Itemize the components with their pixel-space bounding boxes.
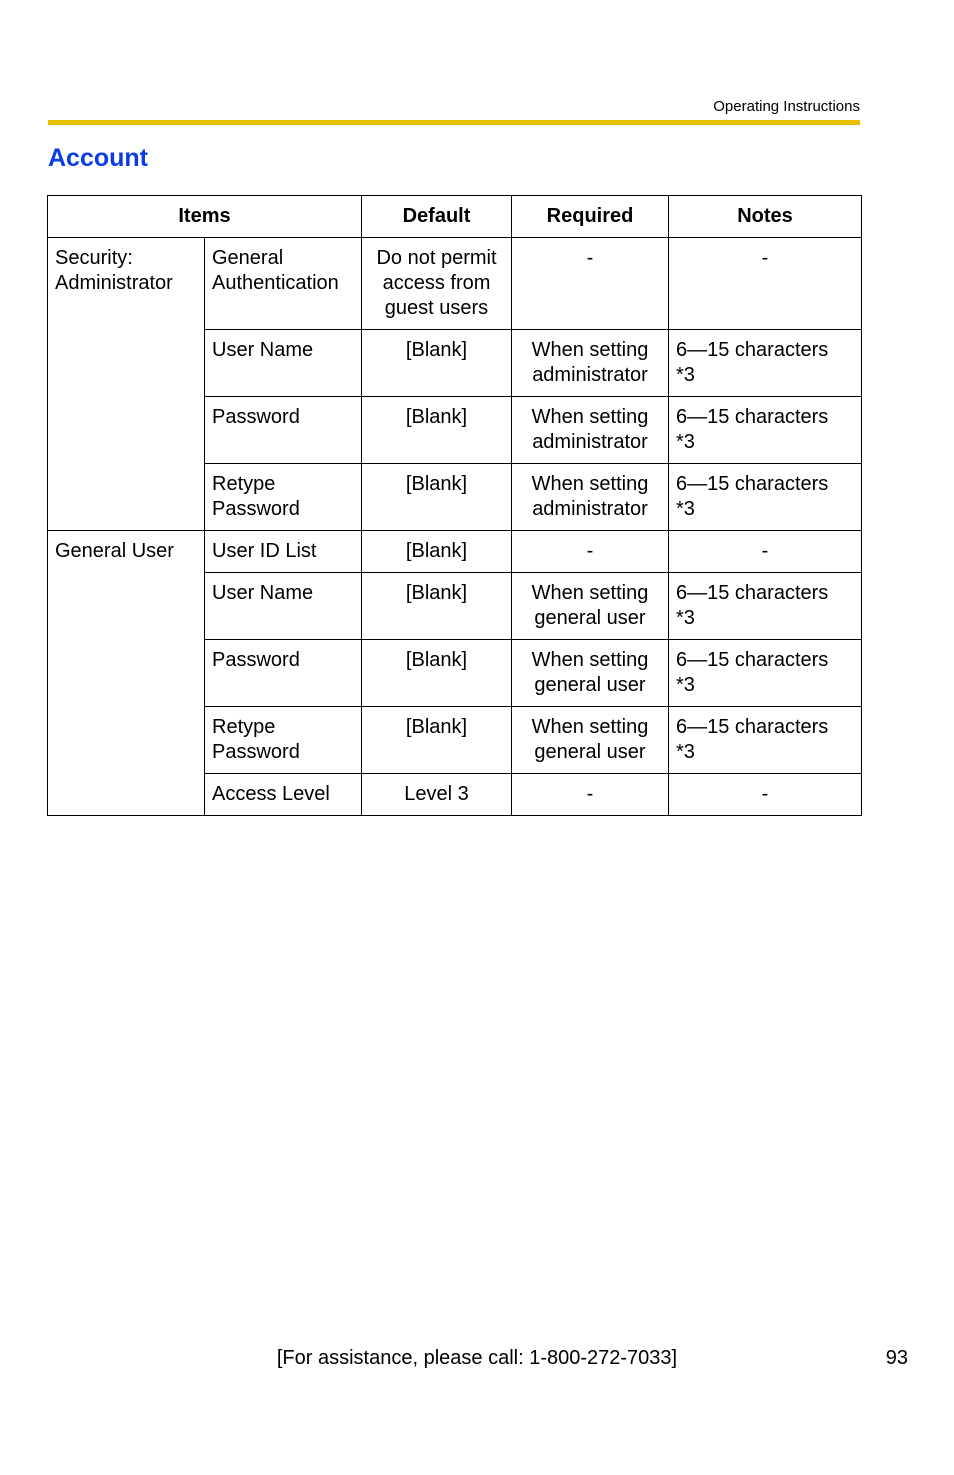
- item-cell: User Name: [205, 573, 362, 640]
- table-header-row: [48, 196, 862, 238]
- item-cell: User ID List: [205, 531, 362, 573]
- header-default: Default: [362, 196, 512, 238]
- notes-cell: -: [669, 774, 862, 816]
- item-cell: Retype Password: [205, 464, 362, 531]
- default-cell: [Blank]: [362, 464, 512, 531]
- header-rule: [48, 120, 860, 125]
- required-cell: When setting general user: [512, 707, 669, 774]
- item-cell: Retype Password: [205, 707, 362, 774]
- notes-cell: 6—15 characters *3: [669, 573, 862, 640]
- required-cell: -: [512, 774, 669, 816]
- notes-cell: 6—15 characters *3: [669, 464, 862, 531]
- group-label: General User: [48, 531, 205, 816]
- required-cell: When setting general user: [512, 640, 669, 707]
- required-cell: -: [512, 531, 669, 573]
- default-cell: Do not permit access from guest users: [362, 238, 512, 330]
- required-cell: When setting administrator: [512, 464, 669, 531]
- header-items: Items: [48, 196, 362, 238]
- notes-cell: -: [669, 238, 862, 330]
- item-cell: User Name: [205, 330, 362, 397]
- item-cell: Password: [205, 640, 362, 707]
- notes-cell: 6—15 characters *3: [669, 330, 862, 397]
- default-cell: [Blank]: [362, 707, 512, 774]
- required-cell: When setting administrator: [512, 397, 669, 464]
- default-cell: [Blank]: [362, 330, 512, 397]
- table-row: [48, 238, 862, 330]
- required-cell: When setting general user: [512, 573, 669, 640]
- required-cell: When setting administrator: [512, 330, 669, 397]
- item-cell: General Authentication: [205, 238, 362, 330]
- section-title: Account: [48, 144, 148, 172]
- item-cell: Access Level: [205, 774, 362, 816]
- notes-cell: 6—15 characters *3: [669, 707, 862, 774]
- account-table: [47, 195, 862, 816]
- page-number: 93: [885, 1347, 908, 1369]
- notes-cell: 6—15 characters *3: [669, 640, 862, 707]
- header-notes: Notes: [669, 196, 862, 238]
- item-cell: Password: [205, 397, 362, 464]
- running-header: Operating Instructions: [713, 98, 860, 115]
- notes-cell: -: [669, 531, 862, 573]
- table-row: [48, 531, 862, 573]
- assistance-footer: [For assistance, please call: 1-800-272-7033]: [276, 1347, 678, 1369]
- default-cell: [Blank]: [362, 531, 512, 573]
- notes-cell: 6—15 characters *3: [669, 397, 862, 464]
- group-label: Security: Administrator: [48, 238, 205, 531]
- default-cell: [Blank]: [362, 573, 512, 640]
- required-cell: -: [512, 238, 669, 330]
- default-cell: [Blank]: [362, 640, 512, 707]
- default-cell: [Blank]: [362, 397, 512, 464]
- header-required: Required: [512, 196, 669, 238]
- default-cell: Level 3: [362, 774, 512, 816]
